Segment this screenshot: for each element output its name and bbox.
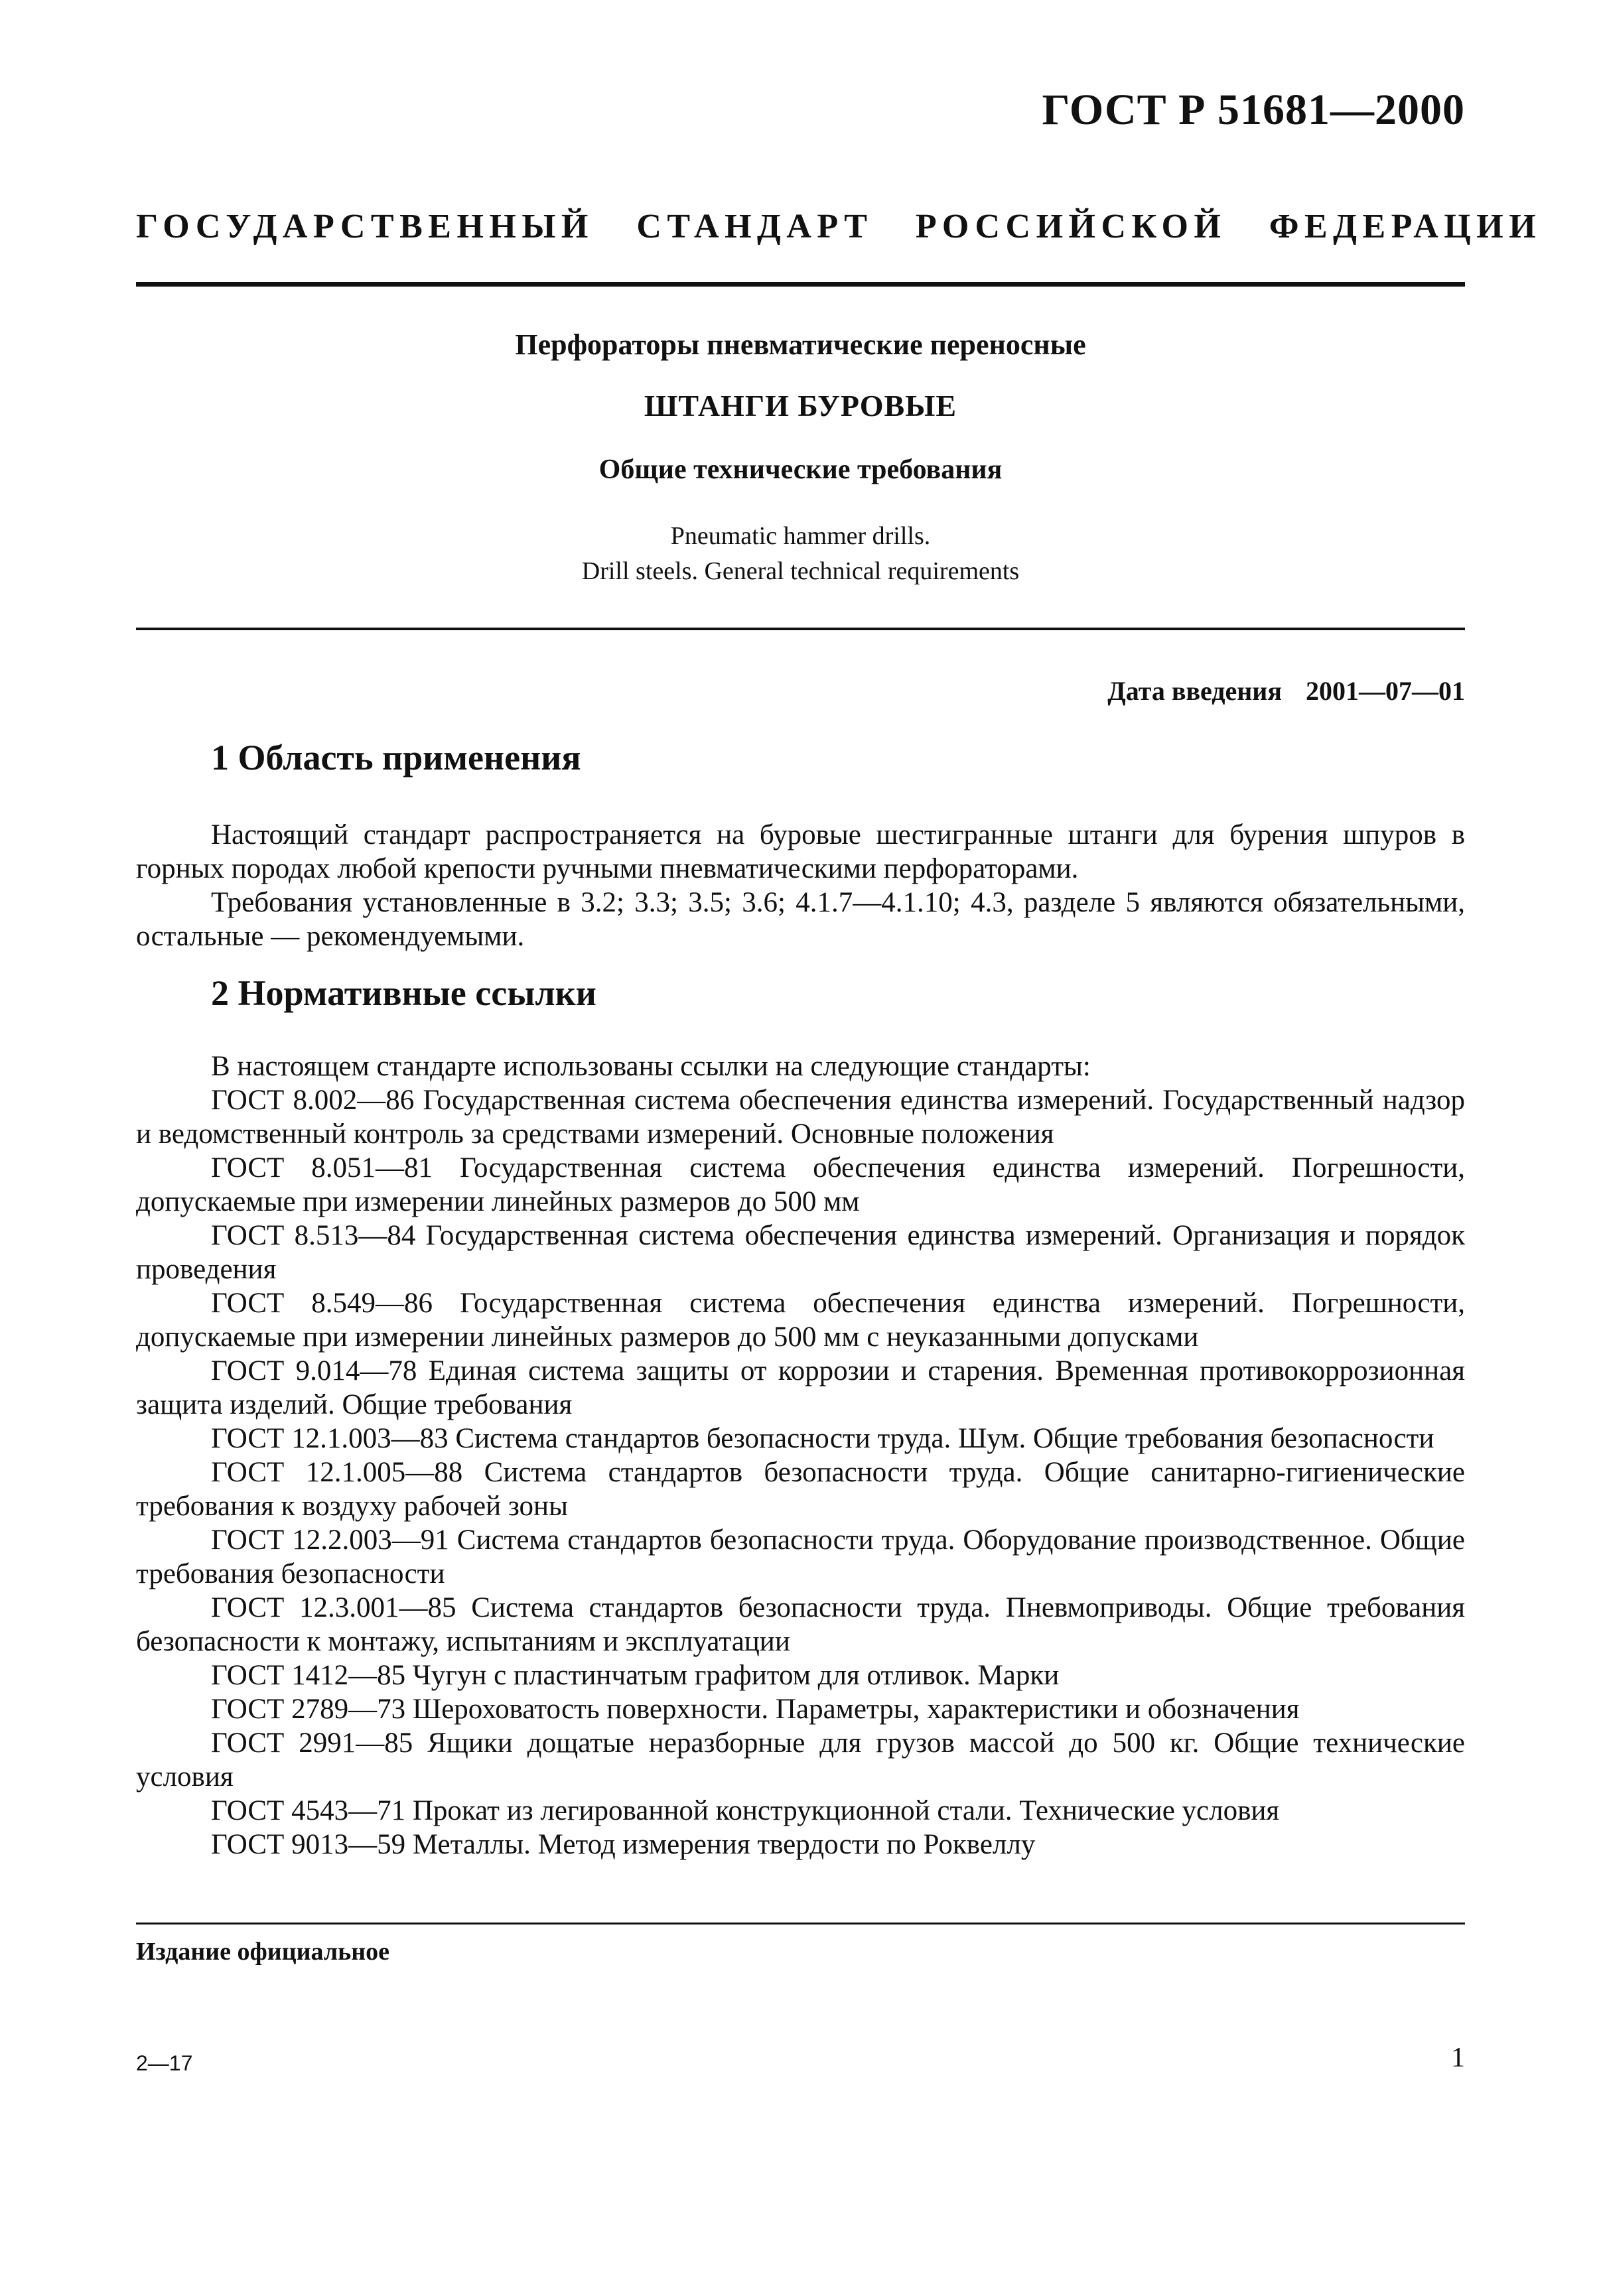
footer-divider [136,1923,1465,1925]
section-body-references [136,1049,1465,1861]
sheet-code: 2—17 [136,2051,193,2075]
document-title-main: ШТАНГИ БУРОВЫЕ [644,389,957,423]
reference-item: ГОСТ 12.3.001—85 Система стандартов безопасности труда. Пневмоприводы. Общие требования безопасности к монтажу, испытаниям и эксплуатации [136,1592,1465,1657]
reference-item: ГОСТ 1412—85 Чугун с пластинчатым графитом для отливок. Марки [211,1660,1060,1691]
reference-item: ГОСТ 8.513—84 Государственная система обеспечения единства измерений. Организация и порядок проведения [136,1220,1465,1285]
section-body-scope [136,818,1465,953]
reference-item: ГОСТ 9013—59 Металлы. Метод измерения твердости по Роквеллу [211,1829,1036,1860]
paragraph: В настоящем стандарте использованы ссылки на следующие стандарты: [211,1051,1091,1082]
page-number: 1 [1451,2043,1465,2073]
english-title [136,519,1465,589]
standard-number: ГОСТ Р 51681—2000 [1042,86,1465,134]
english-title-line: Drill steels. General technical requirements [581,557,1020,586]
header-divider [136,282,1465,287]
section-heading-scope: 1 Область применения [211,738,581,777]
reference-item: ГОСТ 2991—85 Ящики дощатые неразборные для грузов массой до 500 кг. Общие технические условия [136,1727,1465,1792]
state-standard-title: ГОСУДАРСТВЕННЫЙ СТАНДАРТ РОССИЙСКОЙ ФЕДЕРАЦИИ [136,208,1542,245]
reference-item: ГОСТ 4543—71 Прокат из легированной конструкционной стали. Технические условия [211,1795,1280,1826]
document-title-line1: Перфораторы пневматические переносные [515,328,1086,361]
title-divider [136,628,1465,630]
paragraph: Настоящий стандарт распространяется на буровые шестигранные штанги для бурения шпуров в горных породах любой крепости ручными пневматическими перфораторами. [136,819,1465,884]
reference-item: ГОСТ 8.549—86 Государственная система обеспечения единства измерений. Погрешности, допускаемые при измерении линейных размеров до 500 мм с неуказанными допусками [136,1288,1465,1353]
introduction-date-label: Дата введения [1107,676,1282,706]
reference-item: ГОСТ 12.2.003—91 Система стандартов безопасности труда. Оборудование производственное. Общие требования безопасности [136,1524,1465,1589]
reference-item: ГОСТ 8.002—86 Государственная система обеспечения единства измерений. Государственный надзор и ведомственный контроль за средствами измерений. Основные положения [136,1085,1465,1150]
english-title-line: Pneumatic hammer drills. [670,522,931,550]
introduction-date [1107,675,1465,707]
reference-item: ГОСТ 9.014—78 Единая система защиты от коррозии и старения. Временная противокоррозионная защита изделий. Общие требования [136,1355,1465,1420]
reference-item: ГОСТ 2789—73 Шероховатость поверхности. Параметры, характеристики и обозначения [211,1694,1300,1725]
reference-item: ГОСТ 12.1.003—83 Система стандартов безопасности труда. Шум. Общие требования безопасности [211,1423,1434,1454]
reference-item: ГОСТ 8.051—81 Государственная система обеспечения единства измерений. Погрешности, допускаемые при измерении линейных размеров до 500 мм [136,1152,1465,1217]
reference-item: ГОСТ 12.1.005—88 Система стандартов безопасности труда. Общие санитарно-гигиенические требования к воздуху рабочей зоны [136,1457,1465,1522]
document-subtitle: Общие технические требования [598,454,1003,485]
introduction-date-value: 2001—07—01 [1306,676,1465,706]
paragraph: Требования установленные в 3.2; 3.3; 3.5; 3.6; 4.1.7—4.1.10; 4.3, разделе 5 являются обязательными, остальные — рекомендуемыми. [136,887,1465,952]
official-edition-label: Издание официальное [136,1938,390,1966]
section-heading-references: 2 Нормативные ссылки [211,973,596,1013]
